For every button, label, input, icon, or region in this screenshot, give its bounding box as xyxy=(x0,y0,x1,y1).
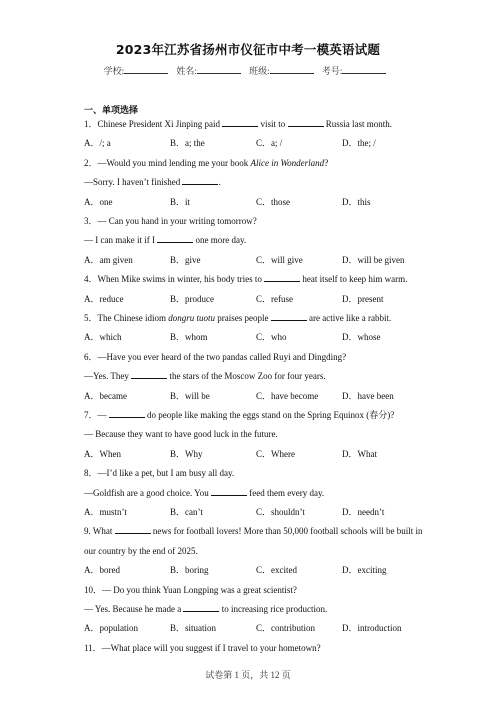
option-b[interactable]: B．produce xyxy=(170,293,214,304)
question-2-line-2 xyxy=(84,176,221,188)
option-c[interactable]: C．will give xyxy=(256,254,303,265)
question-text: dongru tuotu xyxy=(168,313,216,323)
exam-number-label: 考号: xyxy=(321,66,343,76)
question-text: the stars of the Moscow Zoo for four years. xyxy=(167,371,326,382)
question-8-line-1 xyxy=(84,467,234,479)
option-a[interactable]: A．reduce xyxy=(84,293,124,304)
page-footer: 试卷第 1 页，共 12 页 xyxy=(205,670,291,680)
question-7-line-1 xyxy=(84,409,394,421)
option-b[interactable]: B．will be xyxy=(170,390,210,401)
question-text: —Yes. They xyxy=(84,371,132,382)
question-text: 4．When Mike swims in winter, his body tries to xyxy=(84,274,265,285)
question-9-line-1 xyxy=(84,525,423,537)
question-text: visit to xyxy=(258,119,288,129)
question-text: 5．The Chinese idiom xyxy=(84,313,169,323)
question-text: are active like a rabbit. xyxy=(306,313,392,323)
option-c[interactable]: C．Where xyxy=(256,448,295,459)
answer-blank xyxy=(157,234,193,243)
option-c[interactable]: C．a; / xyxy=(256,138,283,149)
option-c[interactable]: C．shouldn’t xyxy=(256,507,305,517)
question-6-line-1 xyxy=(84,351,346,363)
question-text: — Yes. Because he made a xyxy=(84,604,184,614)
question-text: —Sorry. I haven’t finished xyxy=(84,177,183,188)
option-a[interactable]: A．/; a xyxy=(84,138,111,149)
class-blank[interactable] xyxy=(270,65,314,74)
question-11-line-1 xyxy=(84,642,321,654)
question-text: Alice in Wonderland xyxy=(250,157,325,168)
option-c[interactable]: C．those xyxy=(256,196,291,207)
question-text: 2．—Would you mind lending me your book xyxy=(84,157,251,168)
answer-blank xyxy=(131,370,167,379)
question-2-line-1 xyxy=(84,157,328,169)
question-text: 9. What xyxy=(84,526,115,537)
question-text: — I can make it if I xyxy=(84,235,158,246)
option-a[interactable]: A．am given xyxy=(84,254,133,265)
question-3-options xyxy=(84,254,414,266)
option-a[interactable]: A．When xyxy=(84,448,121,459)
question-text: 10．— Do you think Yuan Longping was a great scientist? xyxy=(84,584,297,595)
answer-blank xyxy=(183,603,219,612)
question-text: heat itself to keep him warm. xyxy=(300,274,408,285)
option-d[interactable]: D．have been xyxy=(342,390,394,401)
question-10-line-2 xyxy=(84,603,327,615)
option-b[interactable]: B．it xyxy=(170,196,191,207)
question-text: ? xyxy=(324,157,329,168)
option-d[interactable]: D．this xyxy=(342,196,371,207)
question-text: — Because they want to have good luck in the future. xyxy=(84,429,278,440)
option-c[interactable]: C．refuse xyxy=(256,293,293,304)
option-a[interactable]: A．mustn’t xyxy=(84,507,127,517)
question-text: news for football lovers! More than 50,000 football schools will be built in xyxy=(150,526,423,537)
question-8-options xyxy=(84,506,414,518)
answer-blank xyxy=(271,312,307,321)
option-d[interactable]: D．present xyxy=(342,293,384,304)
answer-blank xyxy=(115,525,151,534)
question-text: 6．—Have you ever heard of the two pandas called Ruyi and Dingding? xyxy=(84,351,347,362)
question-6-options xyxy=(84,390,414,402)
question-text: . xyxy=(218,177,221,188)
name-blank[interactable] xyxy=(197,65,241,74)
option-c[interactable]: C．excited xyxy=(256,565,297,576)
student-info-row xyxy=(0,64,496,77)
question-text: —Goldfish are a good choice. You xyxy=(84,487,211,498)
question-text: do people like making the eggs stand on the Spring Equinox (春分)? xyxy=(144,410,395,420)
question-text: praises people xyxy=(215,313,271,323)
option-c[interactable]: C．who xyxy=(256,332,287,343)
option-d[interactable]: D．will be given xyxy=(342,254,405,265)
question-3-line-1 xyxy=(84,215,257,227)
question-text: Russia last month. xyxy=(323,119,393,129)
question-5-options xyxy=(84,331,414,343)
name-label: 姓名: xyxy=(176,66,197,76)
question-text: our country by the end of 2025. xyxy=(84,545,198,556)
option-c[interactable]: C．contribution xyxy=(256,623,315,634)
question-7-line-2 xyxy=(84,428,278,440)
question-text: 11．—What place will you suggest if I travel to your hometown? xyxy=(84,642,321,653)
question-7-options xyxy=(84,448,414,460)
option-d[interactable]: D．exciting xyxy=(342,565,387,576)
question-text: 7．— xyxy=(84,410,109,420)
class-label: 班级: xyxy=(249,66,270,76)
option-b[interactable]: B．Why xyxy=(170,448,203,459)
question-9-options xyxy=(84,564,414,576)
question-1-line-1 xyxy=(84,118,392,130)
option-d[interactable]: D．introduction xyxy=(342,623,402,634)
option-b[interactable]: B．give xyxy=(170,254,201,265)
question-5-line-1 xyxy=(84,312,391,324)
question-9-line-2 xyxy=(84,545,198,557)
question-text: feed them every day. xyxy=(246,487,325,498)
question-text: 1．Chinese President Xi Jinping paid xyxy=(84,119,223,129)
question-2-options xyxy=(84,196,414,208)
option-b[interactable]: B．whom xyxy=(170,332,208,343)
answer-blank xyxy=(264,273,300,282)
option-a[interactable]: A．which xyxy=(84,332,122,343)
option-a[interactable]: A．population xyxy=(84,623,138,634)
question-text: one more day. xyxy=(193,235,247,246)
school-blank[interactable] xyxy=(124,65,168,74)
option-d[interactable]: D．whose xyxy=(342,332,381,343)
option-d[interactable]: D．What xyxy=(342,448,377,459)
option-b[interactable]: B．situation xyxy=(170,623,217,634)
question-text: to increasing rice production. xyxy=(219,604,328,614)
option-b[interactable]: B．can’t xyxy=(170,507,203,517)
option-c[interactable]: C．have become xyxy=(256,390,319,401)
section-title: 一、单项选择 xyxy=(84,106,139,116)
question-text: 8．—I’d like a pet, but I am busy all day. xyxy=(84,468,235,479)
question-4-options xyxy=(84,293,414,305)
school-label: 学校: xyxy=(103,66,125,76)
question-4-line-1 xyxy=(84,273,407,285)
exam-number-blank[interactable] xyxy=(342,65,386,74)
question-10-line-1 xyxy=(84,584,297,596)
answer-blank xyxy=(211,487,247,496)
option-a[interactable]: A．became xyxy=(84,390,127,401)
answer-blank xyxy=(109,409,145,418)
option-b[interactable]: B．a; the xyxy=(170,138,205,149)
option-d[interactable]: D．needn’t xyxy=(342,507,385,517)
option-b[interactable]: B．boring xyxy=(170,565,209,576)
answer-blank xyxy=(222,118,258,127)
answer-blank xyxy=(288,118,324,127)
answer-blank xyxy=(182,176,221,188)
question-8-line-2 xyxy=(84,487,324,499)
question-6-line-2 xyxy=(84,370,326,382)
option-d[interactable]: D．the; / xyxy=(342,138,376,149)
question-3-line-2 xyxy=(84,234,246,246)
question-10-options xyxy=(84,622,414,634)
option-a[interactable]: A．one xyxy=(84,196,113,207)
question-1-options xyxy=(84,137,414,149)
question-text: 3．— Can you hand in your writing tomorrow? xyxy=(84,216,257,226)
exam-title: 2023年江苏省扬州市仪征市中考一模英语试题 xyxy=(115,42,381,57)
option-a[interactable]: A．bored xyxy=(84,565,120,576)
